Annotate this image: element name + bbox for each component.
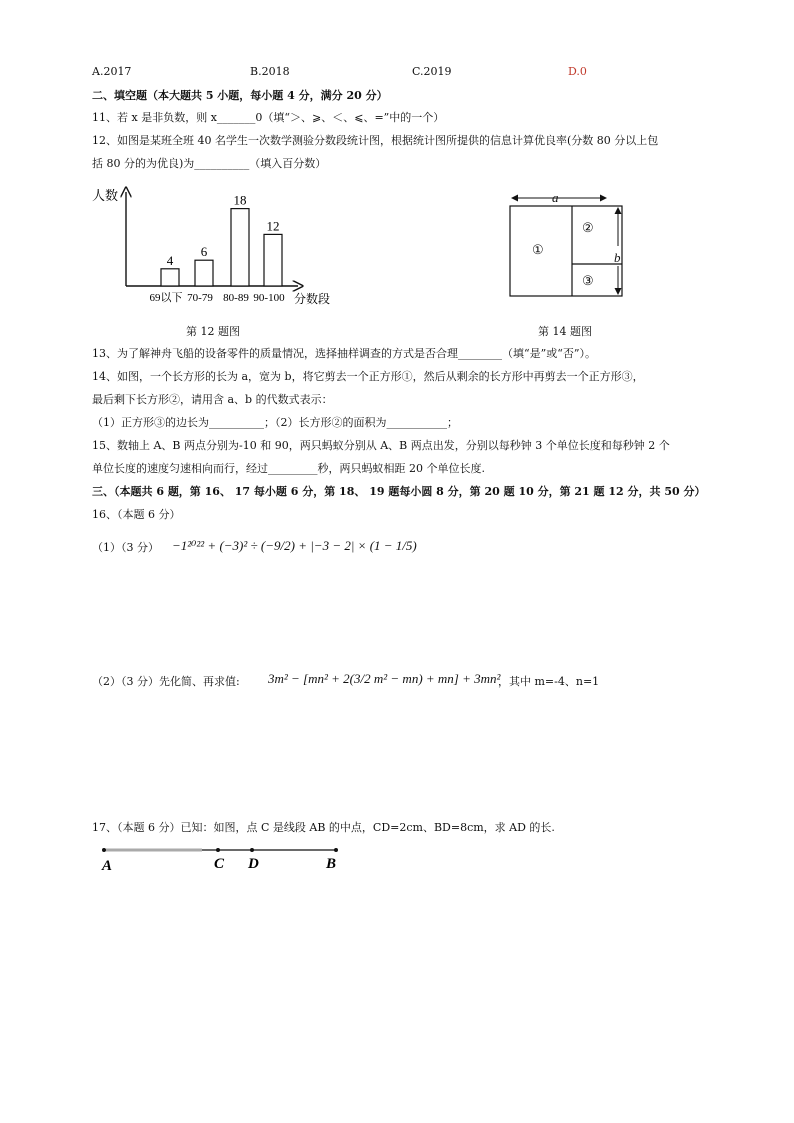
q12-line2: 括 80 分的为优良)为__________（填入百分数） <box>92 157 327 170</box>
category-label-3: 90-100 <box>253 292 285 304</box>
q13-text: 13、为了解神舟飞船的设备零件的质量情况，选择抽样调查的方式是否合理________（填“是”或“否”）。 <box>92 347 596 360</box>
q11-text: 11、若 x 是非负数，则 x_______0（填“＞、⩾、＜、⩽、=”中的一个） <box>92 111 445 124</box>
q16-title: 16、（本题 6 分） <box>92 508 181 521</box>
q14-line1: 14、如图，一个长方形的长为 a，宽为 b，将它剪去一个正方形①，然后从剩余的长方形中再剪去一个正方形③， <box>92 370 644 383</box>
q15-line1: 15、数轴上 A、B 两点分别为-10 和 90，两只蚂蚁分别从 A、B 两点出发，分别以每秒钟 3 个单位长度和每秒钟 2 个 <box>92 439 670 452</box>
point-b <box>334 848 338 852</box>
bar-value-label-3: 12 <box>266 218 280 234</box>
q17-segment-figure <box>98 842 348 876</box>
bar-value-label-2: 18 <box>233 192 247 208</box>
point-c <box>216 848 220 852</box>
region-1-label: ① <box>532 242 544 257</box>
label-point-b: B <box>326 856 337 872</box>
label-point-a: A <box>102 858 113 874</box>
label-a: a <box>552 190 559 205</box>
q14-line2: 最后剩下长方形②，请用含 a、b 的代数式表示： <box>92 393 333 406</box>
q15-line2: 单位长度的速度匀速相向而行，经过_________秒，两只蚂蚁相距 20 个单位长度. <box>92 462 485 475</box>
q17-text: 17、（本题 6 分）已知：如图，点 C 是线段 AB 的中点，CD=2cm、BD=8cm，求 AD 的长. <box>92 821 555 834</box>
option-b: B.2018 <box>250 65 290 78</box>
section3-heading: 三、（本题共 6 题，第 16、 17 每小题 6 分，第 18、 19 题每小圆 8 分，第 20 题 10 分，第 21 题 12 分，共 50 分） <box>92 485 706 498</box>
bar-3 <box>264 234 282 286</box>
fig12-bar-chart <box>90 182 370 312</box>
q12-line1: 12、如图是某班全班 40 名学生一次数学测验分数段统计图，根据统计图所提供的信息计算优良率(分数 80 分以上包 <box>92 134 659 147</box>
category-label-1: 70-79 <box>187 292 213 304</box>
region-3-label: ③ <box>582 273 594 288</box>
category-label-2: 80-89 <box>223 292 249 304</box>
label-point-d: D <box>248 856 259 872</box>
option-c: C.2019 <box>412 65 452 78</box>
label-point-c: C <box>214 856 225 872</box>
bar-1 <box>195 260 213 286</box>
bar-2 <box>231 209 249 286</box>
q16-part1-label: （1）（3 分） <box>92 541 159 554</box>
q16-part2-expression: 3m² − [mn² + 2(3/2 m² − mn) + mn] + 3mn² <box>268 671 501 686</box>
point-d <box>250 848 254 852</box>
section2-heading: 二、填空题（本大题共 5 小题，每小题 4 分，满分 20 分） <box>92 89 388 102</box>
point-a <box>102 848 106 852</box>
q16-part1-expression: −1²⁰²² + (−3)² ÷ (−9/2) + |−3 − 2| × (1 − 1/5) <box>172 538 417 553</box>
q14-line3: （1）正方形③的边长为__________；（2）长方形②的面积为___________； <box>92 416 458 429</box>
q16-part2-label: （2）（3 分）先化简、再求值: <box>92 675 240 688</box>
option-d: D.0 <box>568 65 587 78</box>
region-2-label: ② <box>582 220 594 235</box>
label-b: b <box>614 250 621 265</box>
x-axis-label: 分数段 <box>294 292 331 306</box>
y-axis-label: 人数 <box>92 188 119 203</box>
option-a: A.2017 <box>92 65 132 78</box>
bar-value-label-0: 4 <box>166 252 174 268</box>
fig14-caption: 第 14 题图 <box>538 325 592 338</box>
bar-value-label-1: 6 <box>200 244 208 260</box>
fig14-rectangle-figure <box>500 186 640 304</box>
bar-0 <box>161 269 179 286</box>
category-label-0: 69以下 <box>149 292 183 304</box>
fig12-caption: 第 12 题图 <box>186 325 240 338</box>
q16-part2-condition: ，其中 m=-4、n=1 <box>498 675 600 688</box>
outer-rectangle <box>510 206 622 296</box>
